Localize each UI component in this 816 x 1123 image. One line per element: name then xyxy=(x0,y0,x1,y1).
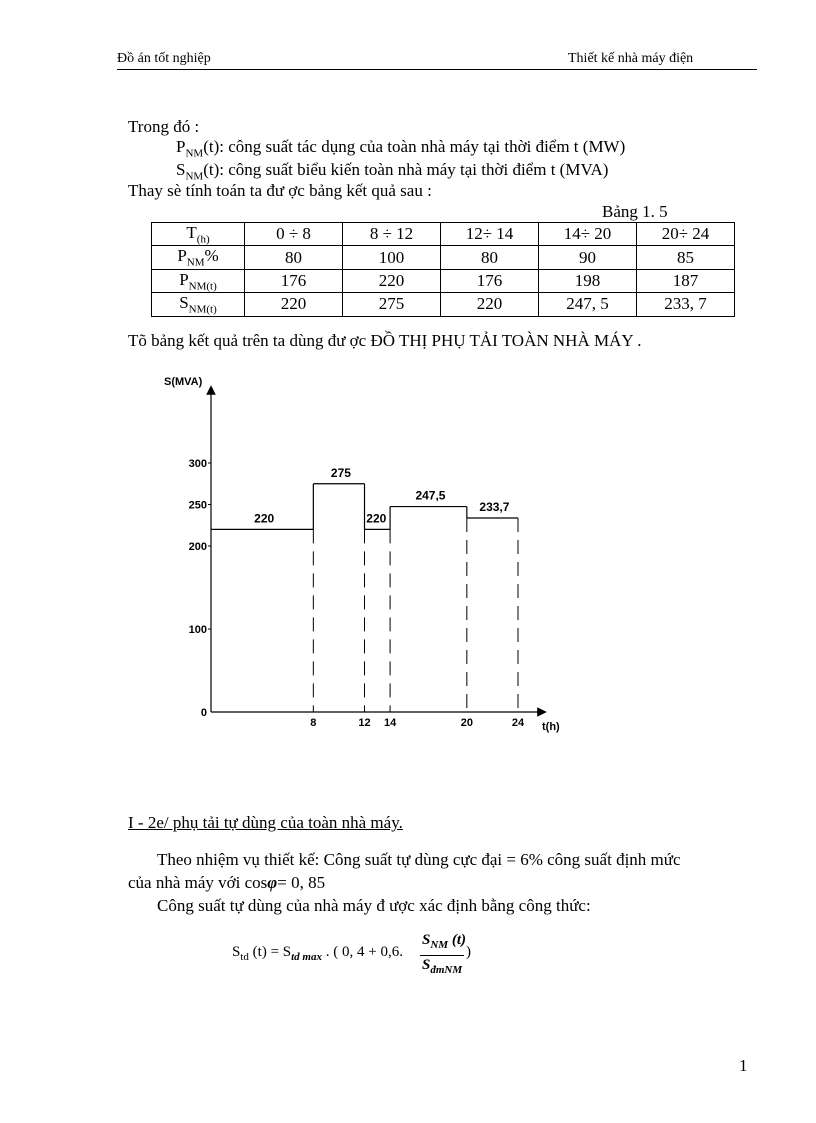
header-rule xyxy=(117,69,757,70)
table-cell: 12÷ 14 xyxy=(441,223,539,246)
table-row xyxy=(152,269,735,292)
value-label: 275 xyxy=(330,465,351,480)
result-table xyxy=(151,222,735,317)
table-cell: 90 xyxy=(539,246,637,269)
table-row xyxy=(152,246,735,269)
fraction-bar xyxy=(420,955,464,956)
table-cell: 176 xyxy=(441,269,539,292)
row-header: $P_{NM(t)}$ xyxy=(152,269,245,292)
table-cell: 8 ÷ 12 xyxy=(343,223,441,246)
section-paragraph-1: Theo nhiệm vụ thiết kế: Công suất tự dùng cực đại = 6% công suất định mức xyxy=(157,850,681,869)
x-axis-label: t(h) xyxy=(542,721,560,733)
formula-close: ) xyxy=(466,944,471,960)
intro-compute: Thay sè tính toán ta đư ợc bảng kết quả sau : xyxy=(128,181,432,200)
table-cell: 220 xyxy=(343,269,441,292)
row-header: $S_{NM(t)}$ xyxy=(152,293,245,316)
y-axis-label: S(MVA) xyxy=(164,376,203,388)
row-header: $P_{NM}\%$ xyxy=(152,246,245,269)
table-cell: 0 ÷ 8 xyxy=(245,223,343,246)
section-heading: I - 2e/ phụ tải tự dùng của toàn nhà máy. xyxy=(128,813,403,832)
y-tick-label: 250 xyxy=(188,499,207,512)
x-tick-label: 14 xyxy=(383,717,397,729)
header-left: Đồ án tốt nghiệp xyxy=(117,51,211,66)
table-cell: 80 xyxy=(245,246,343,269)
table-row xyxy=(152,293,735,316)
load-chart xyxy=(160,362,580,747)
y-tick-label: 200 xyxy=(188,541,207,553)
x-tick-label: 24 xyxy=(511,717,525,729)
table-cell: 187 xyxy=(637,269,735,292)
value-label: 220 xyxy=(366,511,387,526)
table-cell: 100 xyxy=(343,246,441,269)
table-cell: 176 xyxy=(245,269,343,292)
table-cell: 14÷ 20 xyxy=(539,223,637,246)
table-cell: 20÷ 24 xyxy=(637,223,735,246)
table-cell: 80 xyxy=(441,246,539,269)
formula-numerator: $S_{NM}$ (t) xyxy=(422,932,466,951)
intro-where: Trong đó : xyxy=(128,117,200,136)
table-cell: 220 xyxy=(245,293,343,316)
table-cell: 275 xyxy=(343,293,441,316)
intro-s-definition: $S_{NM}(t)$: công suất biểu kiến toàn nhà máy tại thời điểm t (MVA) xyxy=(176,160,609,183)
section-paragraph-1-cont: của nhà máy với cosφ= 0, 85 xyxy=(128,873,326,892)
formula-lhs: $S_{td}$ $(t) = S_{td max}$ . ( 0, 4 + 0,6. xyxy=(232,944,403,963)
row-header: $T_{(h)}$ xyxy=(152,223,245,246)
table-caption: Bảng 1. 5 xyxy=(602,202,668,221)
table-row xyxy=(152,223,735,246)
table-cell: 247, 5 xyxy=(539,293,637,316)
table-cell: 198 xyxy=(539,269,637,292)
x-tick-label: 8 xyxy=(310,717,317,729)
x-tick-label: 12 xyxy=(358,717,371,729)
x-tick-label: 20 xyxy=(460,717,473,729)
value-label: 220 xyxy=(254,511,275,526)
table-cell: 233, 7 xyxy=(637,293,735,316)
header-right: Thiết kế nhà máy điện xyxy=(568,51,694,66)
y-tick-label: 0 xyxy=(200,707,207,719)
chart-intro: Tõ bảng kết quả trên ta dùng đư ợc ĐỒ THỊ PHỤ TẢI TOÀN NHÀ MÁY . xyxy=(128,331,642,350)
intro-p-definition: $P_{NM}(t)$: công suất tác dụng của toàn nhà máy tại thời điểm t (MW) xyxy=(176,137,626,160)
formula-denominator: $S_{đmNM}$ xyxy=(422,957,463,976)
value-label: 247,5 xyxy=(415,488,446,503)
table-cell: 85 xyxy=(637,246,735,269)
y-tick-label: 100 xyxy=(188,624,207,636)
page-number: 1 xyxy=(739,1056,748,1075)
y-tick-label: 300 xyxy=(188,458,207,470)
section-paragraph-2: Công suất tự dùng của nhà máy đ ược xác định bằng công thức: xyxy=(157,896,591,915)
value-label: 233,7 xyxy=(479,500,510,515)
table-cell: 220 xyxy=(441,293,539,316)
